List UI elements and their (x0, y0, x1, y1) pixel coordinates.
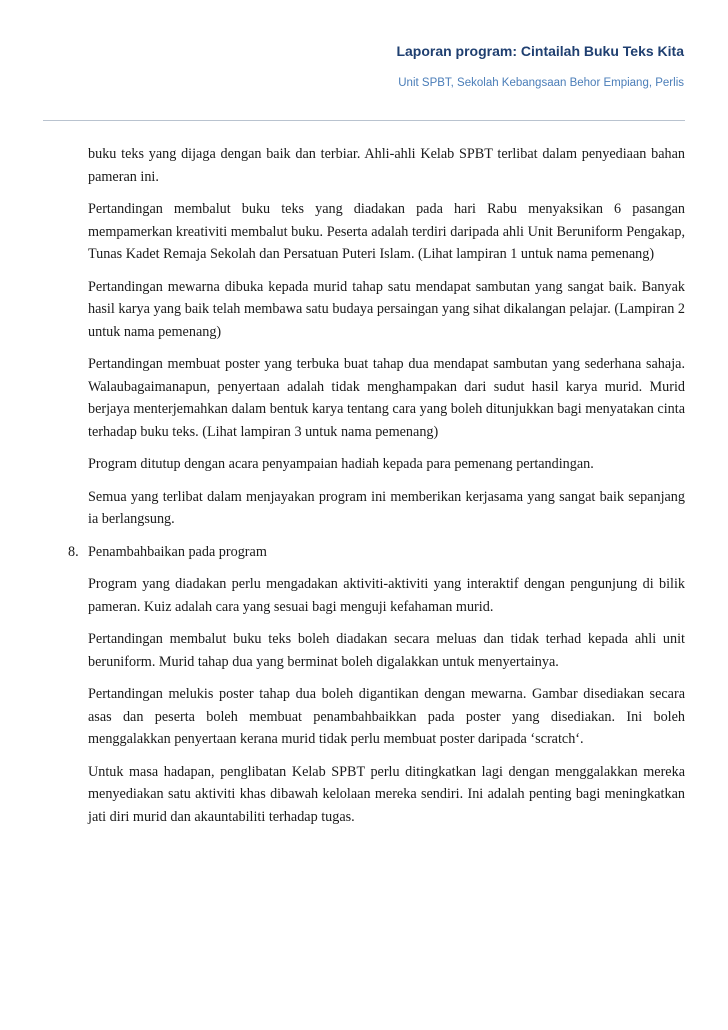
paragraph: Pertandingan mewarna dibuka kepada murid tahap satu mendapat sambutan yang sangat baik. Banyak hasil karya yang baik telah membawa satu budaya persaingan yang sihat dikalangan pelajar. (Lampiran 2 untuk nama pemenang) (88, 278, 685, 340)
section-title: Penambahbaikan pada program (88, 543, 267, 560)
paragraph: Semua yang terlibat dalam menjayakan program ini memberikan kerjasama yang sangat baik sepanjang ia berlangsung. (88, 488, 685, 527)
paragraph: Pertandingan membalut buku teks boleh diadakan secara meluas dan tidak terhad kepada ahli unit beruniform. Murid tahap dua yang berminat boleh digalakkan untuk menyertainya. (88, 631, 685, 670)
paragraph: Program yang diadakan perlu mengadakan aktiviti-aktiviti yang interaktif dengan pengunjung di bilik pameran. Kuiz adalah cara yang sesuai bagi menguji kefahaman murid. (88, 576, 685, 615)
section-number: 8. (68, 543, 79, 560)
report-title: Laporan program: Cintailah Buku Teks Kita (396, 43, 684, 59)
paragraph: Pertandingan membalut buku teks yang diadakan pada hari Rabu menyaksikan 6 pasangan mempamerkan kreativiti membalut buku. Peserta adalah terdiri daripada ahli Unit Beruniform Pengakap, Tunas Kadet Remaja Sekolah dan Persatuan Puteri Islam. (Lihat lampiran 1 untuk nama pemenang) (88, 201, 685, 262)
paragraph: buku teks yang dijaga dengan baik dan terbiar. Ahli-ahli Kelab SPBT terlibat dalam penyediaan bahan pameran ini. (88, 146, 685, 185)
section-heading (68, 541, 685, 564)
header-divider (43, 120, 685, 121)
document-body (68, 143, 685, 838)
page-header (0, 0, 728, 121)
paragraph: Untuk masa hadapan, penglibatan Kelab SPBT perlu ditingkatkan lagi dengan menggalakkan mereka menyediakan satu aktiviti khas dibawah kelolaan mereka sendiri. Ini adalah penting bagi meningkatkan jati diri murid dan akauntabiliti terhadap tugas. (88, 763, 685, 825)
paragraph: Pertandingan melukis poster tahap dua boleh digantikan dengan mewarna. Gambar disediakan secara asas dan peserta boleh membuat penambahbaikkan pada poster yang disediakan. Ini boleh menggalakkan penyertaan kerana murid tidak perlu membuat poster daripada ‘scratch‘. (88, 686, 685, 747)
paragraph: Program ditutup dengan acara penyampaian hadiah kepada para pemenang pertandingan. (88, 456, 594, 472)
report-subtitle: Unit SPBT, Sekolah Kebangsaan Behor Empiang, Perlis (398, 77, 684, 89)
paragraph: Pertandingan membuat poster yang terbuka buat tahap dua mendapat sambutan yang sederhana sahaja. Walaubagaimanapun, penyertaan adalah tidak menghampakan dari sudut hasil karya murid. Murid berjaya menterjemahkan dalam bentuk karya tentang cara yang boleh ditunjukkan bagi menyatakan cinta terhadap buku teks. (Lihat lampiran 3 untuk nama pemenang) (88, 356, 685, 440)
